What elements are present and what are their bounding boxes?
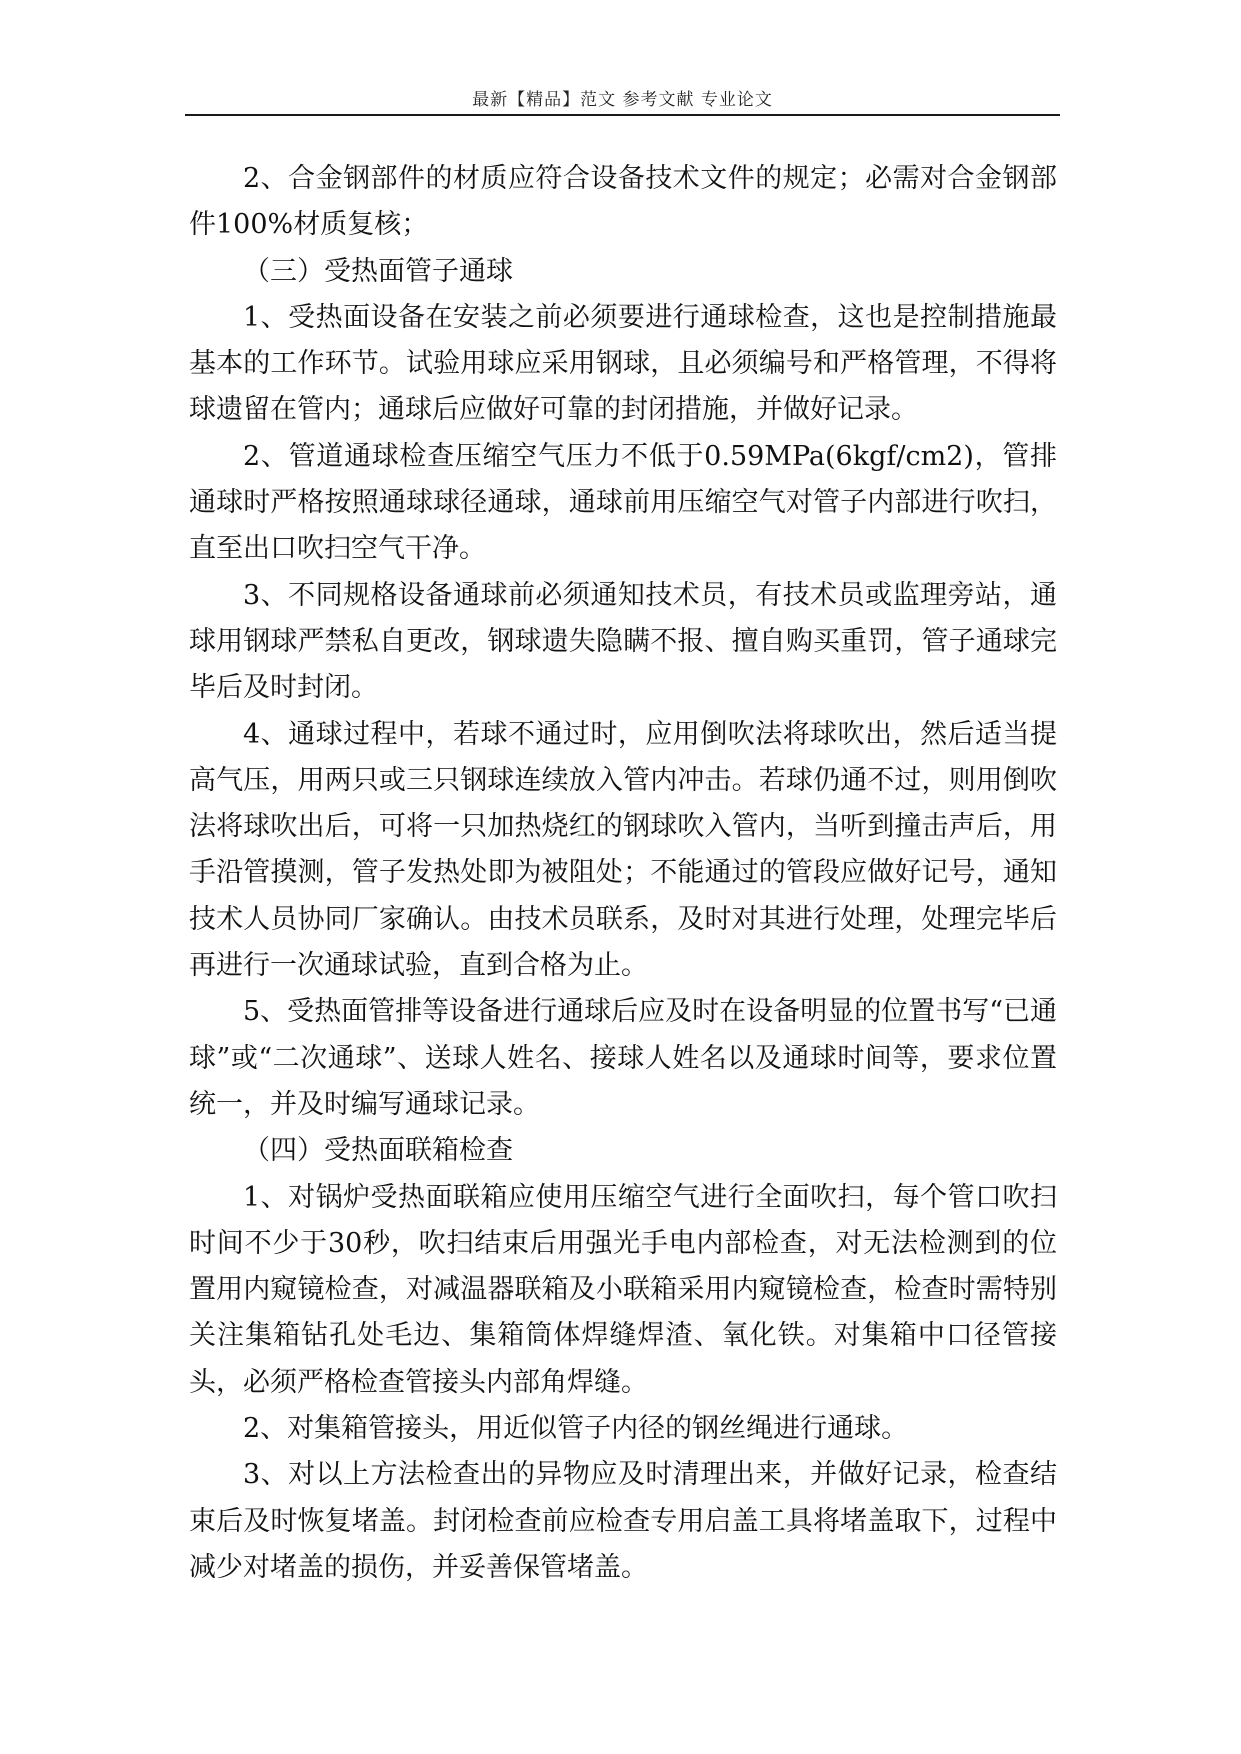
document-body <box>189 156 1057 1591</box>
paragraph-ball-blocked-procedure: 4、通球过程中，若球不通过时，应用倒吹法将球吹出，然后适当提高气压，用两只或三只钢球连续放入管内冲击。若球仍通不过，则用倒吹法将球吹出后，可将一只加热烧红的钢球吹入管内，当听到撞击声后，用手沿管摸测，管子发热处即为被阻处；不能通过的管段应做好记号，通知技术人员协同厂家确认。由技术员联系，及时对其进行处理，处理完毕后再进行一次通球试验，直到合格为止。 <box>189 718 1057 982</box>
paragraph-compressed-air-pressure: 2、管道通球检查压缩空气压力不低于0.59MPa(6kgf/cm2)，管排通球时严格按照通球球径通球，通球前用压缩空气对管子内部进行吹扫，直至出口吹扫空气干净。 <box>189 440 1057 565</box>
paragraph-ball-test-before-install: 1、受热面设备在安装之前必须要进行通球检查，这也是控制措施最基本的工作环节。试验用球应采用钢球，且必须编号和严格管理，不得将球遗留在管内；通球后应做好可靠的封闭措施，并做好记录。 <box>189 301 1057 426</box>
section-heading-header-inspection: （四）受热面联箱检查 <box>243 1135 513 1167</box>
paragraph-ball-test-marking: 5、受热面管排等设备进行通球后应及时在设备明显的位置书写“已通球”或“二次通球”、送球人姓名、接球人姓名以及通球时间等，要求位置统一，并及时编写通球记录。 <box>189 996 1057 1120</box>
paragraph-header-purging: 1、对锅炉受热面联箱应使用压缩空气进行全面吹扫，每个管口吹扫时间不少于30秒，吹扫结束后用强光手电内部检查，对无法检测到的位置用内窥镜检查，对减温器联箱及小联箱采用内窥镜检查，检查时需特别关注集箱钻孔处毛边、集箱筒体焊缝焊渣、氧化铁。对集箱中口径管接头，必须严格检查管接头内部角焊缝。 <box>189 1181 1057 1398</box>
paragraph-alloy-steel-material: 2、合金钢部件的材质应符合设备技术文件的规定；必需对合金钢部件100%材质复核； <box>189 163 1057 241</box>
paragraph-notify-technician: 3、不同规格设备通球前必须通知技术员，有技术员或监理旁站，通球用钢球严禁私自更改，钢球遗失隐瞒不报、擅自购买重罚，管子通球完毕后及时封闭。 <box>189 579 1057 704</box>
header-divider <box>185 114 1060 116</box>
page-header: 最新【精品】范文 参考文献 专业论文 <box>472 90 773 110</box>
paragraph-header-nozzle-wire-rope: 2、对集箱管接头，用近似管子内径的钢丝绳进行通球。 <box>243 1413 909 1445</box>
section-heading-tube-ball-test: （三）受热面管子通球 <box>243 255 513 287</box>
paragraph-foreign-matter-cleanup: 3、对以上方法检查出的异物应及时清理出来，并做好记录，检查结束后及时恢复堵盖。封闭检查前应检查专用启盖工具将堵盖取下，过程中减少对堵盖的损伤，并妥善保管堵盖。 <box>189 1459 1057 1583</box>
